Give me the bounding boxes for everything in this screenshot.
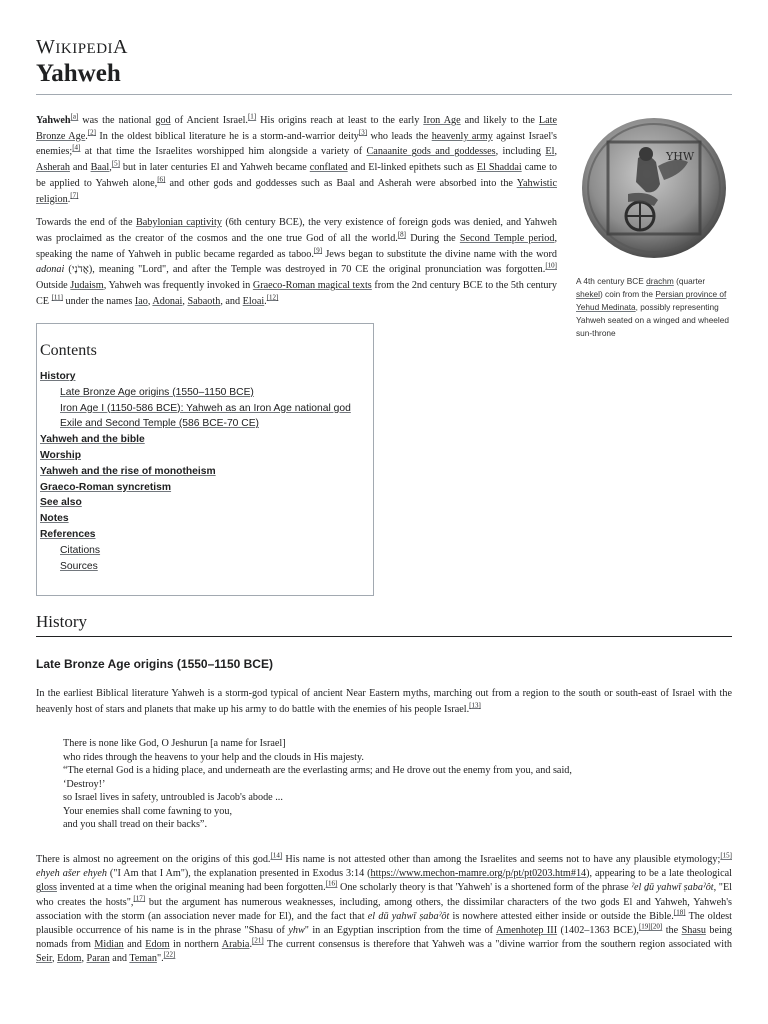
quote-line: and you shall tread on their backs”. bbox=[63, 819, 207, 830]
citation-link[interactable]: [18] bbox=[673, 908, 686, 917]
inline-link[interactable]: god bbox=[155, 115, 171, 126]
subsection-heading: Late Bronze Age origins (1550–1150 BCE) bbox=[36, 657, 273, 671]
inline-link[interactable]: Judaism bbox=[70, 280, 104, 292]
inline-link[interactable]: Adonai bbox=[152, 295, 183, 307]
citation-link[interactable]: [11] bbox=[51, 293, 63, 302]
toc-item bbox=[40, 480, 369, 496]
italic-text: adonai bbox=[36, 264, 65, 276]
citation-link[interactable]: [21] bbox=[251, 936, 264, 945]
citation-link[interactable]: [2] bbox=[87, 128, 96, 137]
wordmark-final: A bbox=[113, 36, 128, 58]
table-of-contents bbox=[36, 323, 374, 596]
inline-link[interactable]: Sabaoth bbox=[187, 295, 221, 307]
toc-link[interactable]: Late Bronze Age origins (1550–1150 BCE) bbox=[60, 386, 254, 398]
toc-item bbox=[40, 464, 369, 480]
section-divider bbox=[36, 636, 732, 637]
citation-link[interactable]: [16] bbox=[325, 880, 338, 889]
toc-title: Contents bbox=[40, 342, 97, 359]
inline-link[interactable]: Shasu bbox=[681, 925, 706, 937]
toc-item bbox=[40, 432, 369, 448]
toc-list bbox=[40, 369, 369, 574]
wordmark-initial: W bbox=[36, 36, 56, 58]
inline-link[interactable]: heavenly army bbox=[431, 130, 493, 142]
citation-link[interactable]: [12] bbox=[266, 293, 279, 302]
toc-item bbox=[40, 416, 369, 432]
inline-link[interactable]: Arabia bbox=[221, 939, 250, 951]
title-divider bbox=[36, 94, 732, 95]
citation-link[interactable]: [6] bbox=[157, 175, 166, 184]
italic-text: ˀel ḏū yahwī ṣabaˀôt bbox=[631, 882, 714, 894]
inline-link[interactable]: Eloai bbox=[242, 295, 265, 307]
toc-link[interactable]: Sources bbox=[60, 560, 98, 572]
figure-caption: A 4th century BCE drachm (quarter shekel) coin from the Persian province of Yehud Medinata, possibly representing Yahweh seated on a winged and wheeled sun-throne bbox=[576, 276, 729, 338]
citation-link[interactable]: [8] bbox=[397, 230, 407, 239]
svg-text:YHW: YHW bbox=[666, 150, 695, 163]
toc-item bbox=[40, 448, 369, 464]
inline-link[interactable]: Second Temple period bbox=[459, 232, 555, 244]
wordmark-rest: IKIPEDI bbox=[55, 41, 114, 57]
citation-link[interactable]: [14] bbox=[270, 851, 283, 860]
inline-link[interactable]: Iao bbox=[134, 295, 148, 307]
inline-link[interactable]: Paran bbox=[86, 953, 110, 965]
quote-line: “The eternal God is a hiding place, and underneath are the everlasting arms; and He drove out the enemy from you, and said, bbox=[63, 765, 572, 776]
coin-image[interactable] bbox=[576, 113, 732, 263]
citation-link[interactable]: [15] bbox=[720, 851, 732, 860]
inline-link[interactable]: Baal bbox=[90, 162, 110, 174]
inline-link[interactable]: https://www.mechon-mamre.org/p/pt/pt0203.htm#14 bbox=[370, 868, 587, 880]
history-paragraph-1-wrap bbox=[36, 686, 732, 717]
quote-line: There is none like God, O Jeshurun [a name for Israel] bbox=[63, 738, 286, 749]
inline-link[interactable]: conflated bbox=[309, 162, 348, 174]
inline-link[interactable]: El Shaddai bbox=[476, 162, 522, 174]
toc-link[interactable]: Yahweh and the rise of monotheism bbox=[40, 465, 216, 477]
inline-link[interactable]: drachm bbox=[646, 276, 674, 286]
inline-link[interactable]: Late Bronze Age bbox=[36, 115, 558, 142]
inline-link[interactable]: shekel bbox=[576, 289, 600, 299]
toc-link[interactable]: Iron Age I (1150-586 BCE): Yahweh as an Iron Age national god bbox=[60, 402, 351, 414]
inline-link[interactable]: Babylonian captivity bbox=[135, 217, 222, 229]
toc-item bbox=[40, 495, 369, 511]
toc-link[interactable]: See also bbox=[40, 497, 82, 509]
citation-link[interactable]: [7] bbox=[70, 191, 79, 200]
toc-link[interactable]: Graeco-Roman syncretism bbox=[40, 481, 172, 493]
inline-link[interactable]: Iron Age bbox=[423, 115, 461, 126]
citation-link[interactable]: [4] bbox=[72, 144, 81, 153]
citation-link[interactable]: [19][20] bbox=[638, 922, 663, 931]
citation-link[interactable]: [13] bbox=[469, 701, 481, 710]
inline-link[interactable]: Edom bbox=[57, 953, 82, 965]
coin-illustration-icon bbox=[578, 114, 730, 262]
history-paragraph-2-wrap bbox=[36, 853, 732, 967]
history-paragraph-2: There is almost no agreement on the origins of this god.[14] His name is not attested other than among the Israelites and seems not to have any plausible etymology;[15] ehyeh ašer ehyeh ("I Am that I Am"), the explanation presented in Exodus 3:14 (https://www.mechon-mamre.org/p/pt/pt0203.htm#14), appearing to be a late theological gloss invented at a time when the original meaning had been forgotten.[16] One scholarly theory is that 'Yahweh' is a shortened form of the phrase ˀel ḏū yahwī ṣabaˀôt, "El who creates the hosts",[17] but the argument has numerous weaknesses, including, among others, the dissimilar characters of the two gods El and Yahweh, Yahweh's association with the storm (an association never made for El), and the fact that el dū yahwī ṣabaˀôt is nowhere attested either inside or outside the Bible.[18] The oldest plausible occurrence of his name is in the phrase "Shasu of yhw" in an Egyptian inscription from the time of Amenhotep III (1402–1363 BCE),[19][20] the Shasu being nomads from Midian and Edom in northern Arabia.[21] The current consensus is therefore that Yahweh was a "divine warrior from the southern region associated with Seir, Edom, Paran and Teman".[22] bbox=[36, 851, 733, 965]
citation-link[interactable]: [5] bbox=[111, 159, 120, 168]
history-paragraph-1: In the earliest Biblical literature Yahweh is a storm-god typical of ancient Near Eastern myths, marching out from a region to the south or south-east of Israel with the heavenly host of stars and planets that make up his army to do battle with the enemies of his people Israel.[13] bbox=[36, 688, 732, 715]
inline-link[interactable]: Canaanite gods and goddesses bbox=[366, 146, 496, 158]
inline-link[interactable]: Yahwistic religion bbox=[36, 177, 557, 205]
inline-link[interactable]: Asherah bbox=[36, 162, 70, 174]
toc-item bbox=[40, 369, 369, 385]
citation-link[interactable]: [3] bbox=[358, 128, 368, 137]
citation-link[interactable]: [a] bbox=[70, 112, 79, 121]
inline-link[interactable]: Edom bbox=[145, 939, 170, 951]
toc-link[interactable]: Citations bbox=[60, 544, 101, 556]
quote-line: who rides through the heavens to your help and the clouds in His majesty. bbox=[63, 751, 364, 763]
toc-item bbox=[40, 401, 369, 417]
blockquote bbox=[63, 737, 732, 832]
citation-link[interactable]: [17] bbox=[133, 894, 146, 903]
lead-section bbox=[36, 113, 557, 309]
toc-item bbox=[40, 385, 369, 401]
citation-link[interactable]: [9] bbox=[313, 246, 323, 255]
toc-link[interactable]: Exile and Second Temple (586 BCE-70 CE) bbox=[60, 418, 259, 430]
toc-link[interactable]: History bbox=[40, 371, 76, 382]
inline-link[interactable]: Graeco-Roman magical texts bbox=[252, 280, 372, 292]
toc-link[interactable]: Worship bbox=[40, 449, 81, 461]
toc-item bbox=[40, 527, 369, 543]
italic-text: el dū yahwī ṣabaˀôt bbox=[367, 910, 450, 922]
inline-link[interactable]: gloss bbox=[36, 882, 57, 894]
toc-link[interactable]: Yahweh and the bible bbox=[40, 434, 145, 446]
citation-link[interactable]: [1] bbox=[247, 112, 257, 121]
inline-link[interactable]: Persian province of Yehud Medinata bbox=[576, 289, 727, 312]
bold-text: Yahweh bbox=[36, 115, 71, 126]
section-heading-history: History bbox=[36, 612, 87, 631]
inline-link[interactable]: Seir bbox=[36, 953, 53, 965]
toc-link[interactable]: Notes bbox=[40, 513, 69, 525]
quote-line: so Israel lives in safety, untroubled is Jacob's abode ... bbox=[63, 792, 283, 803]
lead-paragraph-2: Towards the end of the Babylonian captivity (6th century BCE), the very existence of foreign gods was denied, and Yahweh was proclaimed as the creator of the cosmos and the one true God of all the world.[8] During the Second Temple period, speaking the name of Yahweh in public became regarded as taboo.[9] Jews began to substitute the divine name with the word adonai (אֲדֹנָי), meaning "Lord", and after the Temple was destroyed in 70 CE the original pronunciation was forgotten.[10] Outside Judaism, Yahweh was frequently invoked in Graeco-Roman magical texts from the 2nd century BCE to the 5th century CE [11] under the names Iao, Adonai, Sabaoth, and Eloai.[12] bbox=[36, 217, 558, 307]
wikipedia-wordmark[interactable] bbox=[36, 36, 128, 59]
toc-link[interactable]: References bbox=[40, 528, 96, 540]
page-title: Yahweh bbox=[36, 60, 121, 87]
inline-link[interactable]: Midian bbox=[94, 939, 124, 951]
inline-link[interactable]: El bbox=[545, 146, 555, 158]
italic-text: yhw bbox=[288, 925, 305, 937]
infobox-figure bbox=[576, 113, 732, 340]
citation-link[interactable]: [22] bbox=[163, 951, 176, 960]
toc-item bbox=[40, 543, 369, 559]
quote-line: Your enemies shall come fawning to you, bbox=[63, 805, 233, 817]
quote-line: ‘Destroy!’ bbox=[63, 778, 106, 790]
lead-paragraph-1: Yahweh[a] was the national god of Ancient Israel.[1] His origins reach at least to the early Iron Age and likely to the Late Bronze Age.[2] In the oldest biblical literature he is a storm-and-warrior deity[3] who leads the heavenly army against Israel's enemies;[4] at that time the Israelites worshipped him alongside a variety of Canaanite gods and goddesses, including El, Asherah and Baal,[5] but in later centuries El and Yahweh became conflated and El-linked epithets such as El Shaddai came to be applied to Yahweh alone,[6] and other gods and goddesses such as Baal and Asherah were absorbed into the Yahwistic religion.[7] bbox=[36, 112, 558, 205]
citation-link[interactable]: [10] bbox=[545, 261, 557, 270]
toc-item bbox=[40, 559, 369, 575]
inline-link[interactable]: Amenhotep III bbox=[495, 925, 558, 937]
italic-text: ehyeh ašer ehyeh bbox=[36, 868, 107, 880]
inline-link[interactable]: Teman bbox=[129, 953, 157, 965]
toc-item bbox=[40, 511, 369, 527]
